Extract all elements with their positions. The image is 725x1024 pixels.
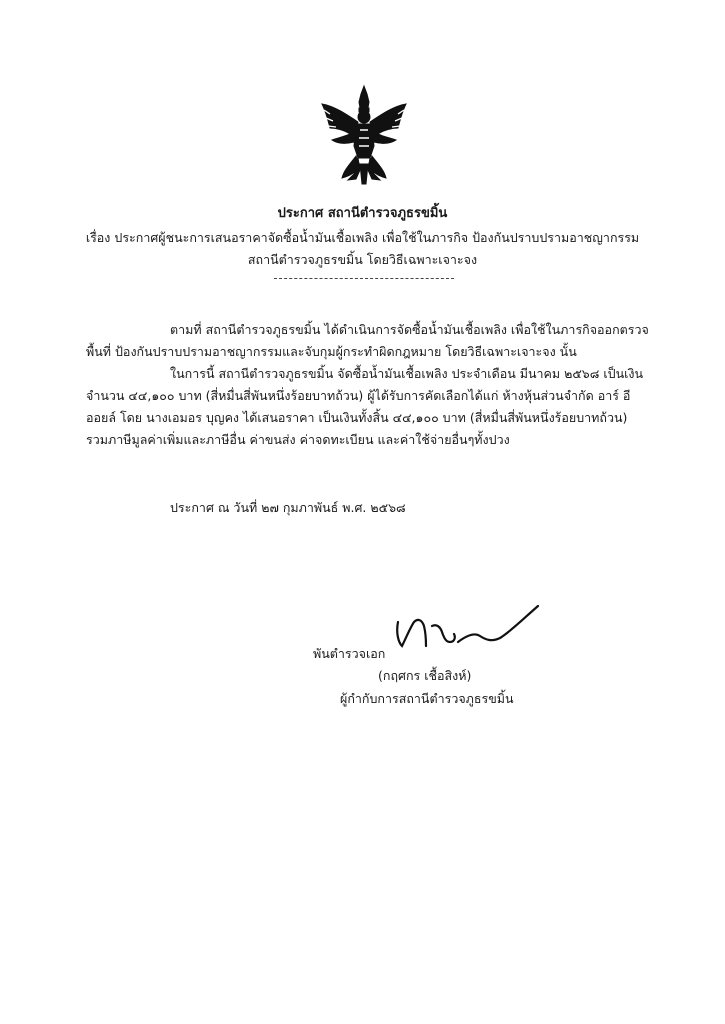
paragraph-1-line-1: ตามที่ สถานีตำรวจภูธรขมิ้น ได้ดำเนินการจัดซื้อน้ำมันเชื้อเพลิง เพื่อใช้ในภารกิจออกตรวจ <box>170 322 649 337</box>
document-title: ประกาศ สถานีตำรวจภูธรขมิ้น <box>277 206 448 221</box>
subject-line-2: สถานีตำรวจภูธรขมิ้น โดยวิธีเฉพาะเจาะจง <box>247 252 478 267</box>
divider-line <box>274 278 454 279</box>
paragraph-2-line-2: จำนวน ๔๔,๑๐๐ บาท (สี่หมื่นสี่พันหนึ่งร้อยบาทถ้วน) ผู้ได้รับการคัดเลือกได้แก่ ห้างหุ้นส่วนจำกัด อาร์ อี <box>86 388 631 403</box>
signer-position: ผู้กำกับการสถานีตำรวจภูธรขมิ้น <box>340 691 514 706</box>
signer-rank: พันตำรวจเอก <box>313 646 386 661</box>
garuda-emblem <box>316 84 412 186</box>
paragraph-2-line-1: ในการนี้ สถานีตำรวจภูธรขมิ้น จัดซื้อน้ำมันเชื้อเพลิง ประจำเดือน มีนาคม ๒๕๖๘ เป็นเงิน <box>170 366 644 381</box>
subject-line-1: เรื่อง ประกาศผู้ชนะการเสนอราคาจัดซื้อน้ำมันเชื้อเพลิง เพื่อใช้ในภารกิจ ป้องกันปราบปรามอาชญากรรม <box>85 230 640 245</box>
paragraph-2-line-4: รวมภาษีมูลค่าเพิ่มและภาษีอื่น ค่าขนส่ง ค่าจดทะเบียน และค่าใช้จ่ายอื่นๆทั้งปวง <box>86 432 510 447</box>
paragraph-1-line-2: พื้นที่ ป้องกันปราบปรามอาชญากรรมและจับกุมผู้กระทำผิดกฎหมาย โดยวิธีเฉพาะเจาะจง นั้น <box>86 344 577 359</box>
paragraph-2-line-3: ออยล์ โดย นางเอมอร บุญคง ได้เสนอราคา เป็นเงินทั้งสิ้น ๔๔,๑๐๐ บาท (สี่หมื่นสี่พันหนึ่งร้อยบาทถ้วน) <box>86 410 628 425</box>
signer-name: (กฤศกร เชื้อสิงห์) <box>378 668 472 683</box>
announcement-date: ประกาศ ณ วันที่ ๒๗ กุมภาพันธ์ พ.ศ. ๒๕๖๘ <box>170 500 406 515</box>
handwritten-signature <box>392 602 542 652</box>
